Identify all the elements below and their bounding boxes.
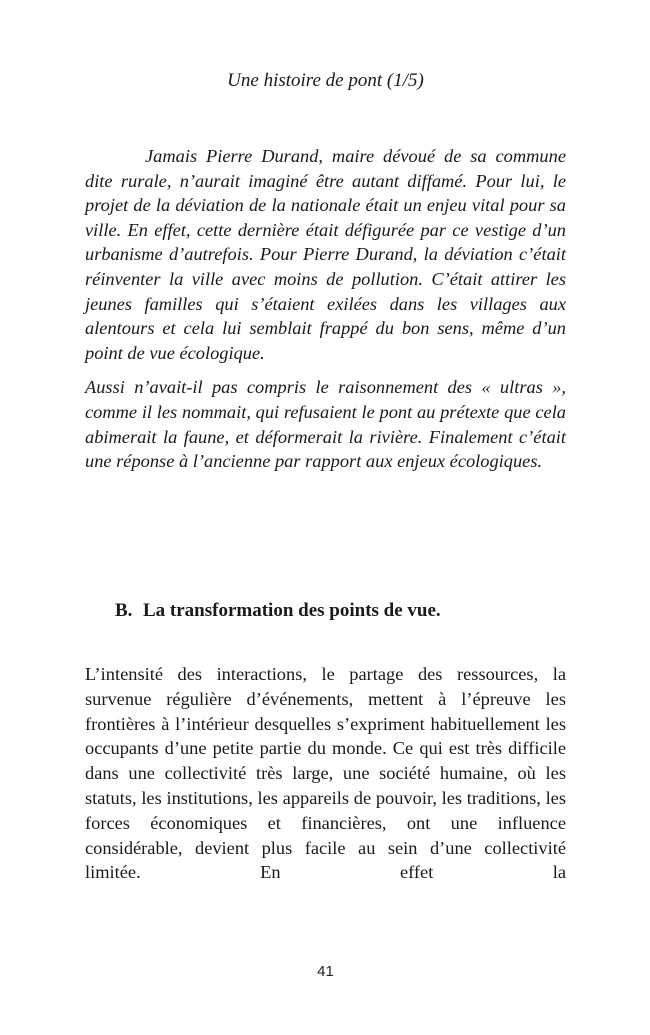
italic-paragraph-2: Aussi n’avait-il pas compris le raisonnement des « ultras », comme il les nommait, qui refusaient le pont au prétexte que cela abimerait la faune, et déformerait la rivière. Finalement c’était une réponse à l’ancienne par rapport aux enjeux écologiques. (85, 377, 566, 472)
section-number: B. (115, 600, 133, 621)
body-paragraph: L’intensité des interactions, le partage des ressources, la survenue régulière d’événements, mettent à l’épreuve les frontières à l’intérieur desquelles s’expriment habituellement les occupants d’une petite partie du monde. Ce qui est très difficile dans une collectivité très large, une société humaine, où les statuts, les institutions, les appareils de pouvoir, les traditions, les forces économiques et financières, ont une influence considérable, devient plus facile au sein d’une collectivité limitée. En effet la (85, 664, 566, 883)
italic-paragraph-1: Jamais Pierre Durand, maire dévoué de sa commune dite rurale, n’aurait imaginé être autant diffamé. Pour lui, le projet de la déviation de la nationale était un enjeu vital pour sa ville. En effet, cette dernière était défigurée par ce vestige d’un urbanisme d’autrefois. Pour Pierre Durand, la déviation c’était réinventer la ville avec moins de pollution. C’était attirer les jeunes familles qui s’étaient exilées dans les villages aux alentours et cela lui semblait frappé du bon sens, même d’un point de vue écologique. (85, 146, 566, 363)
page-number: 41 (317, 963, 334, 980)
section-title: La transformation des points de vue. (143, 600, 441, 621)
italic-narrative (85, 144, 566, 474)
running-title: Une histoire de pont (1/5) (227, 70, 424, 91)
section-heading (115, 598, 441, 624)
book-page (85, 0, 566, 1035)
